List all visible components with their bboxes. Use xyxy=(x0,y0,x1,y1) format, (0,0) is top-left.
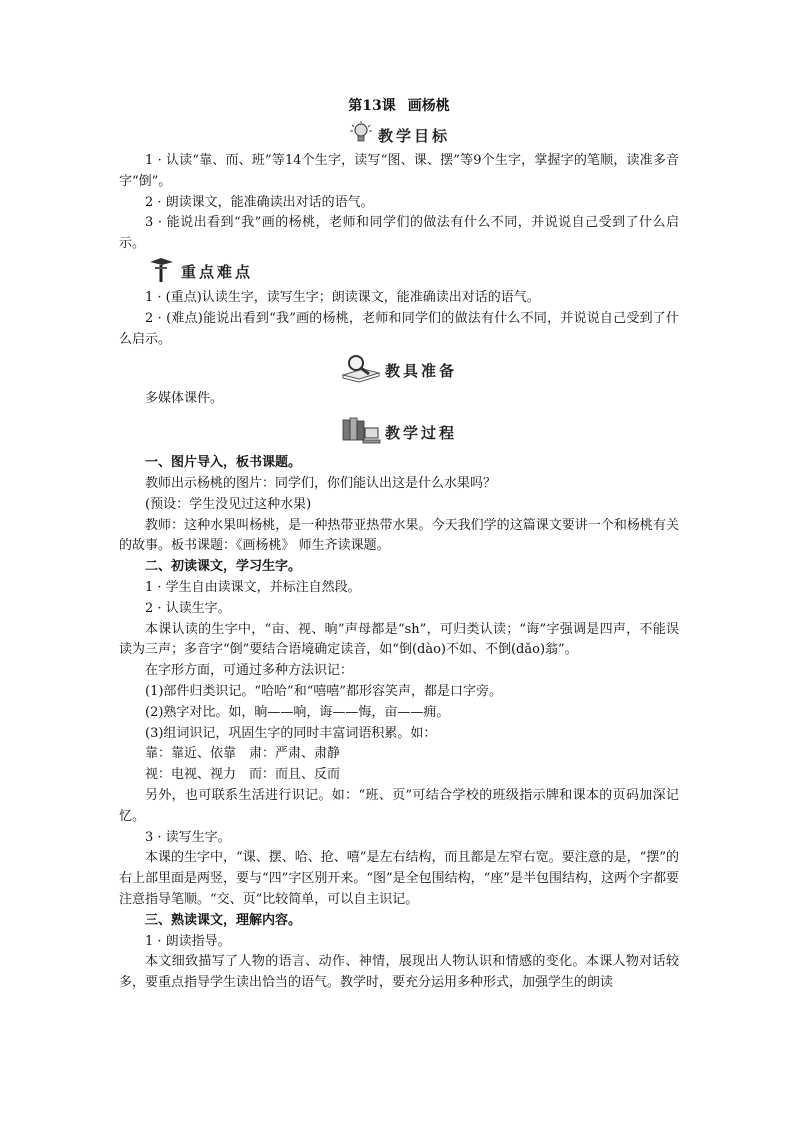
process-paragraph: (1)部件归类识记。“哈哈”和“嘻嘻”都形容笑声，都是口字旁。 xyxy=(145,683,502,699)
word-pair-a: 视：电视、视力 xyxy=(145,767,237,783)
lesson-name: 画杨桃 xyxy=(407,98,450,114)
books-computer-icon xyxy=(341,414,381,450)
goal-item: 1 · 认读“靠、而、班”等14个生字，读写“图、课、摆”等9个生字，掌握字的笔顺，读准多音字“倒”。 xyxy=(119,153,679,189)
section-header-process xyxy=(119,412,679,452)
process-paragraph: 在字形方面，可通过多种方法识记： xyxy=(145,663,354,679)
process-paragraph: 教师：这种水果叫杨桃，是一种热带亚热带水果。今天我们学的这篇课文要讲一个和杨桃有关的故事。板书课题：《画杨桃》 师生齐读课题。 xyxy=(119,517,679,554)
process-paragraph: (3)组词识记，巩固生字的同时丰富词语积累。如： xyxy=(145,725,437,741)
section-header-keypoints xyxy=(119,257,679,287)
keypoint-item: 1 · (重点)认读生字，读写生字；朗读课文，能准确读出对话的语气。 xyxy=(145,289,540,305)
word-pair-b: 肃：严肃、肃静 xyxy=(249,746,341,762)
word-pair-a: 靠：靠近、依靠 xyxy=(145,746,237,762)
process-paragraph: 3 · 读写生字。 xyxy=(145,829,231,845)
section-title-keypoints: 重点难点 xyxy=(181,263,254,282)
section-header-goals xyxy=(119,120,679,150)
lesson-title xyxy=(119,94,679,118)
process-paragraph: 1 · 学生自由读课文，并标注自然段。 xyxy=(145,579,361,595)
lesson-number: 第13课 xyxy=(348,98,396,114)
word-pair-b: 而：而且、反而 xyxy=(249,767,341,783)
word-pair-row xyxy=(119,765,679,786)
process-paragraph: 本课认读的生字中，“亩、视、晌”声母都是“sh”，可归类认读；“诲”字强调是四声，不能误读为三声；多音字“倒”要结合语境确定读音，如“倒(dào)不如、不倒(dǎo)翁”。 xyxy=(119,621,679,658)
goal-item: 3 · 能说出看到“我”画的杨桃，老师和同学们的做法有什么不同，并说说自己受到了什么启示。 xyxy=(119,215,679,252)
keypoint-item: 2 · (难点)能说出看到“我”画的杨桃，老师和同学们的做法有什么不同，并说说自己受到了什么启示。 xyxy=(119,310,679,347)
process-step-heading: 三、熟读课文，理解内容。 xyxy=(145,912,302,928)
process-paragraph: 本课的生字中，“课、摆、哈、抢、嘻”是左右结构，而且都是左窄右宽。要注意的是，“摆”的右上部里面是两竖，要与“四”字区别开来。“图”是全包围结构，“座”是半包围结构，这两个字都要注意指导笔顺。“交、页”比较简单，可以自主识记。 xyxy=(119,850,679,907)
process-paragraph: (预设：学生没见过这种水果) xyxy=(145,496,312,512)
process-step-heading: 二、初读课文，学习生字。 xyxy=(145,559,302,575)
pushpin-icon xyxy=(147,256,177,288)
process-paragraph: (2)熟字对比。如，晌——响，诲——悔，亩——痈。 xyxy=(145,704,450,720)
process-paragraph: 1 · 朗读指导。 xyxy=(145,933,231,949)
section-header-prep xyxy=(119,352,679,388)
section-title-prep: 教具准备 xyxy=(384,361,457,380)
word-pair-row xyxy=(119,744,679,765)
section-title-process: 教学过程 xyxy=(384,423,457,442)
process-paragraph: 2 · 认读生字。 xyxy=(145,600,231,616)
lightbulb-icon xyxy=(348,120,374,150)
process-paragraph: 教师出示杨桃的图片：同学们，你们能认出这是什么水果吗？ xyxy=(145,475,497,491)
goal-item: 2 · 朗读课文，能准确读出对话的语气。 xyxy=(145,194,374,210)
magnifier-book-icon xyxy=(341,353,381,387)
section-title-goals: 教学目标 xyxy=(377,126,450,145)
prep-text: 多媒体课件。 xyxy=(145,391,224,407)
process-paragraph: 另外，也可联系生活进行识记。如：“班、页”可结合学校的班级指示牌和课本的页码加深记忆。 xyxy=(119,787,679,824)
process-paragraph: 本文细致描写了人物的语言、动作、神情，展现出人物认识和情感的变化。本课人物对话较多，要重点指导学生读出恰当的语气。教学时，要充分运用多种形式，加强学生的朗读 xyxy=(119,954,679,991)
process-step-heading: 一、图片导入，板书课题。 xyxy=(145,455,302,471)
lesson-page xyxy=(119,94,679,994)
